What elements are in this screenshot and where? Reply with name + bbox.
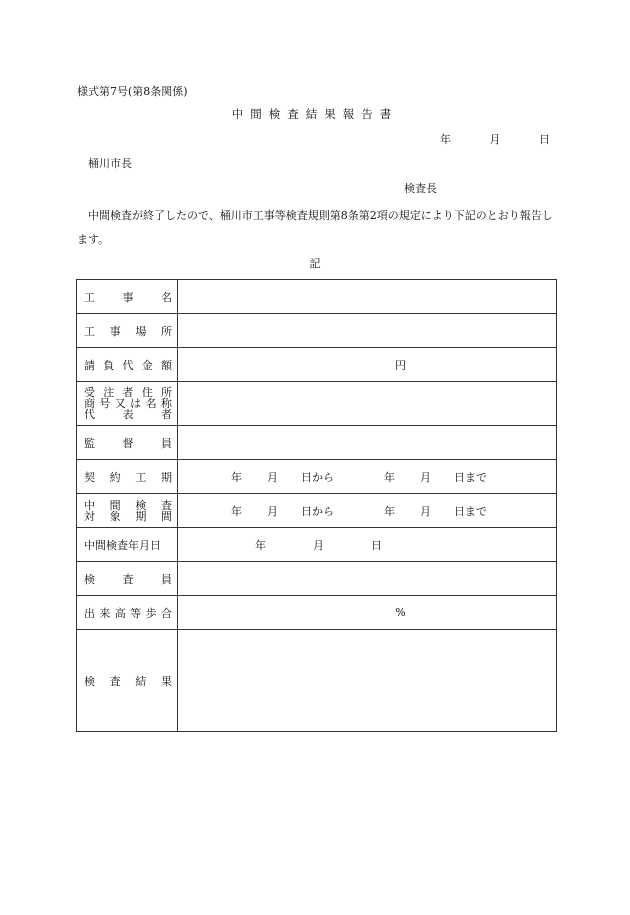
label-supervisor [77,426,178,460]
label-char: 合 [160,606,172,620]
interim-start-day: 日から [301,504,334,518]
inspection-day: 日 [371,538,382,552]
period-end-month: 月 [420,470,431,484]
label-char: 工 [135,470,147,484]
label-char: 員 [161,572,172,586]
value-supervisor[interactable] [178,426,557,460]
period-start-month: 月 [267,470,278,484]
label-char: 員 [161,436,172,450]
label-interim-period [77,494,178,528]
period-end-day: 日まで [454,470,487,484]
addressee: 桶川市長 [88,157,132,170]
label-char: 高 [114,606,126,620]
label-char: 査 [160,498,172,512]
label-char: 対 [84,509,95,523]
inspection-month: 月 [313,538,324,552]
label-chars [84,500,172,511]
label-char: 検 [135,498,147,512]
label-char: 検 [84,572,95,586]
label-chars [84,409,172,420]
label-chars [84,357,172,373]
label-chars [84,511,172,522]
label-char: 監 [84,436,95,450]
label-inspector [77,562,178,596]
label-char: 歩 [145,606,157,620]
date-year: 年 [440,133,451,146]
label-char: 事 [109,324,121,338]
unit-yen: 円 [395,358,406,372]
label-char: 期 [135,509,147,523]
label-contractor [77,382,178,426]
value-contract-amount[interactable] [178,348,557,382]
value-inspector[interactable] [178,562,557,596]
label-char: 受 [84,386,95,399]
label-char: 結 [135,674,147,688]
label-char: 工 [84,290,95,304]
value-construction-place[interactable] [178,314,557,348]
label-char: 商 [84,397,95,410]
row-supervisor [77,426,557,460]
row-contract-period [77,460,557,494]
value-result[interactable] [178,630,557,732]
period-start-year: 年 [231,470,242,484]
date-month: 月 [489,133,501,146]
label-char: 額 [161,358,172,372]
report-table [76,279,557,732]
label-result [77,630,178,732]
row-construction-name [77,280,557,314]
label-char: 者 [161,408,172,421]
label-char: 来 [99,606,111,620]
row-interim-period [77,494,557,528]
value-progress-rate[interactable] [178,596,557,630]
label-char: 者 [122,386,134,399]
label-char: 象 [109,509,121,523]
row-inspection-date [77,528,557,562]
value-interim-period[interactable] [178,494,557,528]
label-char: 注 [103,386,115,399]
document-title: 中間検査結果報告書 [231,107,399,121]
form-code: 様式第7号(第8条関係) [77,85,188,98]
label-inspection-date: 中間検査年月日 [77,528,178,562]
interim-start-year: 年 [231,504,242,518]
date-line [440,131,550,147]
label-char: 名 [145,397,157,410]
inspection-year: 年 [255,538,266,552]
label-char: 所 [161,386,172,399]
label-char: 所 [160,324,172,338]
row-contractor [77,382,557,426]
label-char: 中 [84,498,95,512]
interim-start-month: 月 [267,504,278,518]
body-text: 中間検査が終了したので、桶川市工事等検査規則第8条第2項の規定により下記のとおり報告します。 [77,209,553,246]
value-inspection-date[interactable] [178,528,557,562]
label-char: 間 [160,509,172,523]
label-char: 金 [141,358,153,372]
label-char: は [130,397,142,410]
label-char: 間 [109,498,121,512]
label-char: 又 [114,397,126,410]
label-char: 約 [109,470,121,484]
label-chars [84,289,172,305]
label-chars [84,469,172,485]
label-chars [84,323,172,339]
label-chars [84,387,172,398]
label-char: 称 [160,397,172,410]
label-char: 負 [103,358,115,372]
label-contract-period [77,460,178,494]
label-char: 名 [161,290,172,304]
label-contract-amount [77,348,178,382]
label-progress-rate [77,596,178,630]
label-char: 検 [84,674,95,688]
label-char: 請 [84,358,95,372]
value-construction-name[interactable] [178,280,557,314]
row-inspector [77,562,557,596]
label-chars [84,435,172,451]
label-char: 住 [141,386,153,399]
unit-percent: % [395,606,406,619]
label-chars [84,605,172,621]
interim-end-day: 日まで [454,504,487,518]
label-char: 号 [99,397,111,410]
interim-end-year: 年 [384,504,395,518]
label-char: 出 [84,606,95,620]
row-result [77,630,557,732]
label-char: 契 [84,470,95,484]
label-char: 期 [160,470,172,484]
ki-heading: 記 [309,257,321,270]
row-contract-amount [77,348,557,382]
label-construction-place [77,314,178,348]
label-char: 等 [130,606,142,620]
label-char: 場 [135,324,147,338]
value-contract-period[interactable] [178,460,557,494]
label-char: 工 [84,324,95,338]
label-char: 査 [109,674,121,688]
row-progress-rate [77,596,557,630]
label-char: 代 [122,358,134,372]
reporter: 検査長 [404,182,437,195]
date-day: 日 [539,133,550,146]
label-chars [84,673,172,689]
label-construction-name [77,280,178,314]
label-char: 事 [122,290,134,304]
label-char: 果 [160,674,172,688]
label-char: 督 [122,436,134,450]
row-construction-place [77,314,557,348]
period-end-year: 年 [384,470,395,484]
value-contractor[interactable] [178,382,557,426]
label-char: 査 [122,572,134,586]
interim-end-month: 月 [420,504,431,518]
label-char: 表 [122,408,134,421]
label-char: 代 [84,408,95,421]
period-start-day: 日から [301,470,334,484]
label-chars [84,571,172,587]
